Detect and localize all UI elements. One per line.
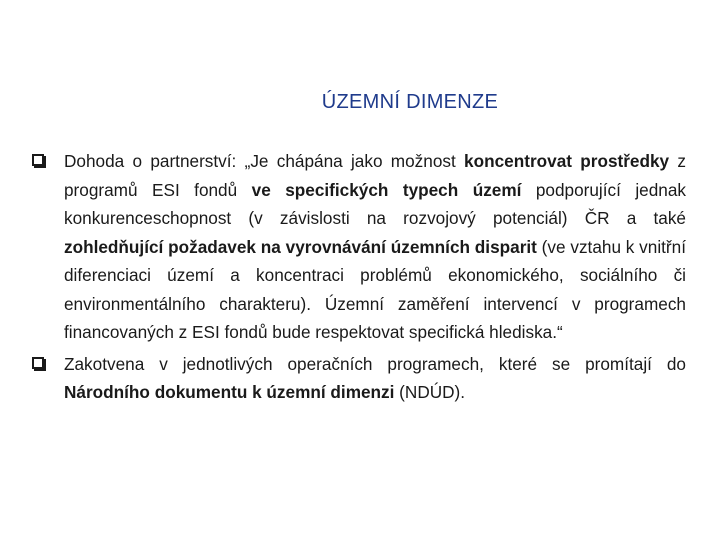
bullet-text xyxy=(64,151,686,342)
text-segment: (ve vztahu k vnitřní diferenciaci území a koncentraci problémů ekonomického, sociálního či environmentálního charakteru). Územní zaměření intervencí v programech financovaných z ESI fondů bude respektovat specifická hlediska.“ xyxy=(64,236,686,342)
checkbox-square-bullet-icon xyxy=(32,154,44,166)
text-segment: Dohoda o partnerství: „Je chápána jako možnost xyxy=(64,151,465,171)
text-segment: (NDÚD). xyxy=(394,382,466,402)
text-segment: z programů ESI fondů xyxy=(64,151,686,200)
bullet-item-partnership xyxy=(30,147,686,347)
bullet-list xyxy=(30,147,686,410)
bold-text-segment: Národního dokumentu k územní dimenzi xyxy=(64,382,395,402)
bold-text-segment: koncentrovat prostředky xyxy=(464,151,670,171)
bullet-text xyxy=(64,354,686,403)
slide-title: ÚZEMNÍ DIMENZE xyxy=(321,91,499,113)
bold-text-segment: zohledňující požadavek na vyrovnávání územních disparit xyxy=(64,236,537,257)
text-segment: podporující jednak konkurenceschopnost (v závislosti na rozvojový potenciál) ČR a také xyxy=(64,179,686,228)
text-segment: Zakotvena v jednotlivých operačních programech, které se promítají do xyxy=(64,353,686,374)
bold-text-segment: ve specifických typech území xyxy=(251,179,522,200)
bullet-item-anchored xyxy=(30,350,686,407)
checkbox-square-bullet-icon xyxy=(32,357,44,369)
